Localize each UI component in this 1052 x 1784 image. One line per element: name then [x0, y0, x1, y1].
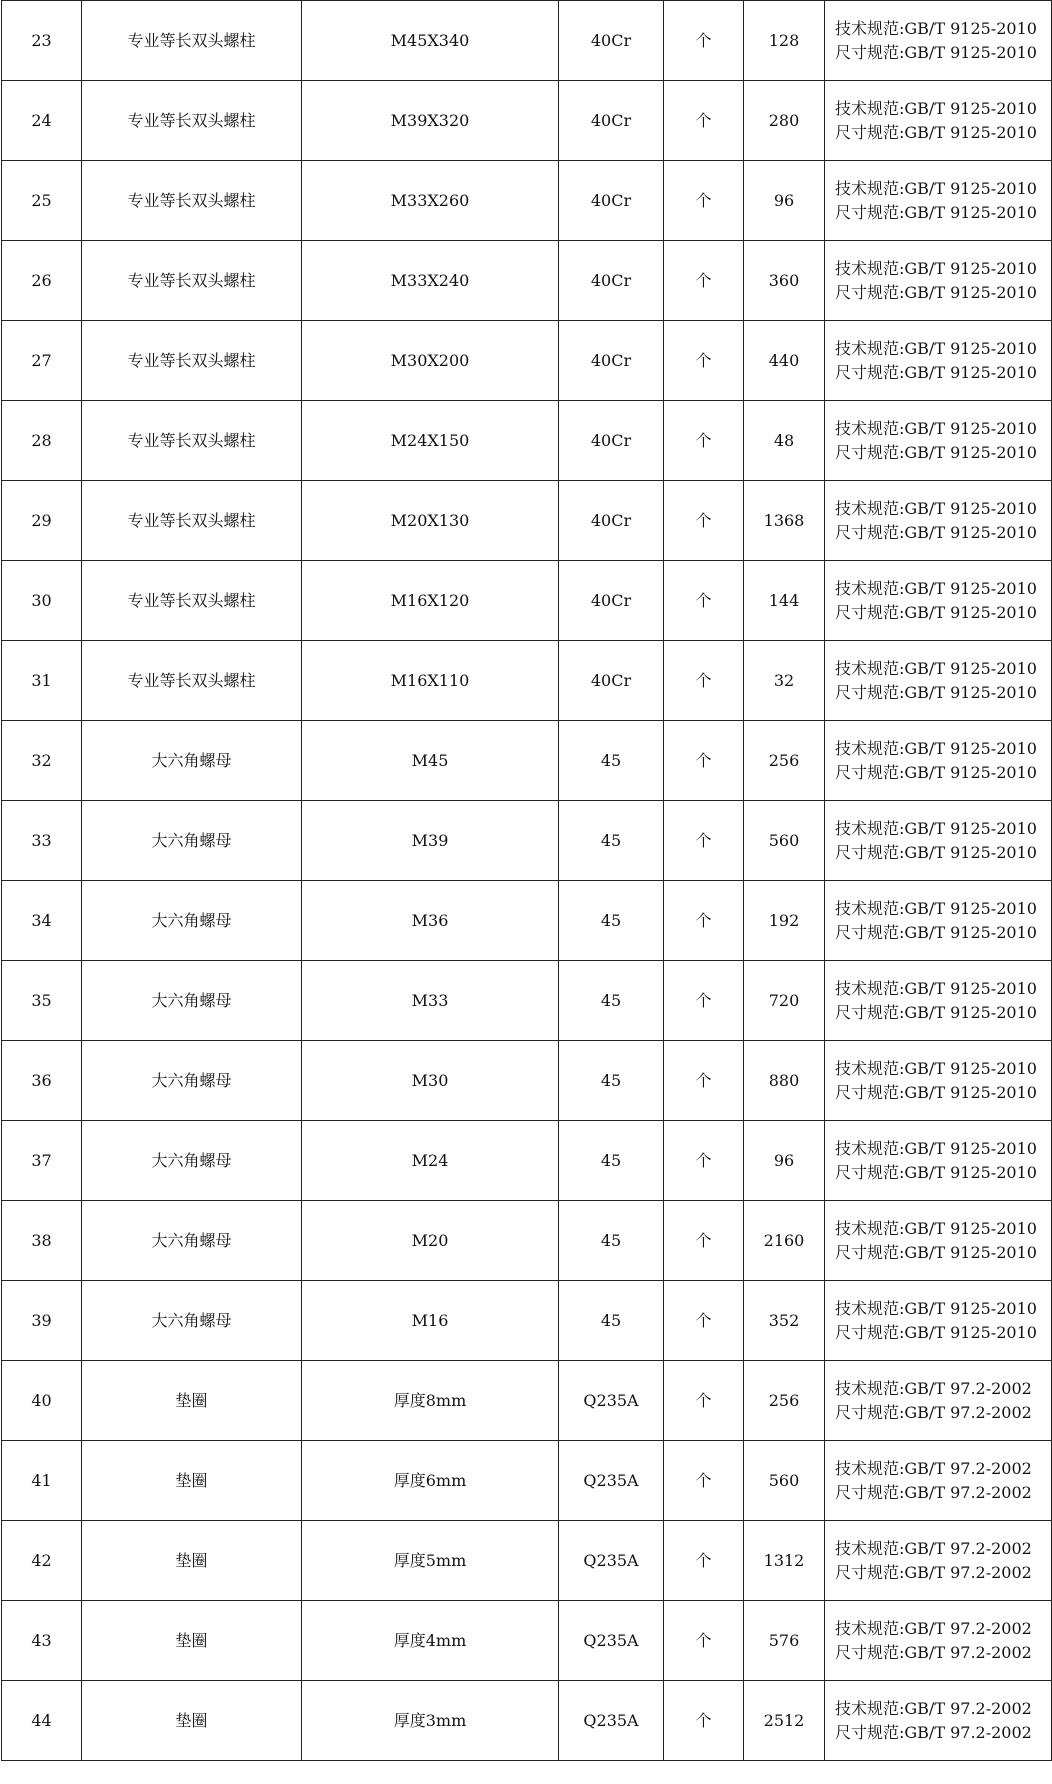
standard-cell [825, 241, 1052, 321]
table-row [2, 1361, 1052, 1441]
dimension-standard: 尺寸规范:GB/T 97.2-2002 [835, 1402, 1032, 1422]
material-cell: 45 [559, 1121, 664, 1201]
standard-cell [825, 161, 1052, 241]
standard-cell [825, 81, 1052, 161]
quantity-cell: 48 [744, 401, 825, 481]
table-row [2, 481, 1052, 561]
material-cell: 40Cr [559, 561, 664, 641]
row-number-cell: 33 [2, 801, 82, 881]
material-cell: 45 [559, 881, 664, 961]
table-row [2, 561, 1052, 641]
dimension-standard: 尺寸规范:GB/T 9125-2010 [835, 1162, 1037, 1182]
specification-cell: 厚度8mm [302, 1361, 559, 1441]
quantity-cell: 560 [744, 801, 825, 881]
material-cell: 45 [559, 1201, 664, 1281]
specification-cell: 厚度4mm [302, 1601, 559, 1681]
technical-standard: 技术规范:GB/T 9125-2010 [835, 1138, 1037, 1158]
technical-standard: 技术规范:GB/T 9125-2010 [835, 1218, 1037, 1238]
technical-standard: 技术规范:GB/T 97.2-2002 [835, 1538, 1032, 1558]
item-name-cell: 专业等长双头螺柱 [82, 1, 302, 81]
dimension-standard: 尺寸规范:GB/T 97.2-2002 [835, 1562, 1032, 1582]
item-name-cell: 大六角螺母 [82, 1281, 302, 1361]
row-number-cell: 35 [2, 961, 82, 1041]
quantity-cell: 720 [744, 961, 825, 1041]
specification-cell: M20 [302, 1201, 559, 1281]
item-name-cell: 大六角螺母 [82, 881, 302, 961]
technical-standard: 技术规范:GB/T 9125-2010 [835, 1298, 1037, 1318]
row-number-cell: 41 [2, 1441, 82, 1521]
material-cell: Q235A [559, 1601, 664, 1681]
dimension-standard: 尺寸规范:GB/T 9125-2010 [835, 442, 1037, 462]
row-number-cell: 29 [2, 481, 82, 561]
material-cell: 45 [559, 1041, 664, 1121]
unit-cell: 个 [664, 721, 744, 801]
material-cell: 40Cr [559, 481, 664, 561]
technical-standard: 技术规范:GB/T 9125-2010 [835, 978, 1037, 998]
unit-cell: 个 [664, 1681, 744, 1761]
specification-cell: M39X320 [302, 81, 559, 161]
row-number-cell: 31 [2, 641, 82, 721]
unit-cell: 个 [664, 1, 744, 81]
item-name-cell: 大六角螺母 [82, 721, 302, 801]
material-cell: Q235A [559, 1681, 664, 1761]
row-number-cell: 44 [2, 1681, 82, 1761]
standard-cell [825, 641, 1052, 721]
table-row [2, 1521, 1052, 1601]
standard-cell [825, 1521, 1052, 1601]
dimension-standard: 尺寸规范:GB/T 9125-2010 [835, 602, 1037, 622]
table-row [2, 721, 1052, 801]
materials-table [1, 0, 1052, 1761]
technical-standard: 技术规范:GB/T 97.2-2002 [835, 1618, 1032, 1638]
material-cell: 40Cr [559, 161, 664, 241]
dimension-standard: 尺寸规范:GB/T 9125-2010 [835, 1002, 1037, 1022]
row-number-cell: 36 [2, 1041, 82, 1121]
unit-cell: 个 [664, 401, 744, 481]
quantity-cell: 256 [744, 1361, 825, 1441]
dimension-standard: 尺寸规范:GB/T 97.2-2002 [835, 1642, 1032, 1662]
unit-cell: 个 [664, 801, 744, 881]
technical-standard: 技术规范:GB/T 9125-2010 [835, 658, 1037, 678]
technical-standard: 技术规范:GB/T 97.2-2002 [835, 1378, 1032, 1398]
item-name-cell: 大六角螺母 [82, 1201, 302, 1281]
table-row [2, 1, 1052, 81]
table-row [2, 401, 1052, 481]
unit-cell: 个 [664, 321, 744, 401]
specification-cell: 厚度6mm [302, 1441, 559, 1521]
quantity-cell: 192 [744, 881, 825, 961]
item-name-cell: 专业等长双头螺柱 [82, 401, 302, 481]
unit-cell: 个 [664, 1201, 744, 1281]
quantity-cell: 128 [744, 1, 825, 81]
item-name-cell: 垫圈 [82, 1361, 302, 1441]
specification-cell: M33 [302, 961, 559, 1041]
table-row [2, 1121, 1052, 1201]
standard-cell [825, 1121, 1052, 1201]
row-number-cell: 42 [2, 1521, 82, 1601]
specification-cell: M33X260 [302, 161, 559, 241]
unit-cell: 个 [664, 641, 744, 721]
row-number-cell: 24 [2, 81, 82, 161]
item-name-cell: 专业等长双头螺柱 [82, 561, 302, 641]
item-name-cell: 专业等长双头螺柱 [82, 481, 302, 561]
table-row [2, 881, 1052, 961]
quantity-cell: 144 [744, 561, 825, 641]
table-row [2, 1441, 1052, 1521]
dimension-standard: 尺寸规范:GB/T 97.2-2002 [835, 1482, 1032, 1502]
specification-cell: M30X200 [302, 321, 559, 401]
technical-standard: 技术规范:GB/T 9125-2010 [835, 18, 1037, 38]
specification-cell: M20X130 [302, 481, 559, 561]
unit-cell: 个 [664, 481, 744, 561]
standard-cell [825, 721, 1052, 801]
quantity-cell: 256 [744, 721, 825, 801]
specification-cell: M33X240 [302, 241, 559, 321]
row-number-cell: 30 [2, 561, 82, 641]
item-name-cell: 大六角螺母 [82, 1041, 302, 1121]
table-row [2, 1601, 1052, 1681]
item-name-cell: 专业等长双头螺柱 [82, 81, 302, 161]
dimension-standard: 尺寸规范:GB/T 9125-2010 [835, 922, 1037, 942]
technical-standard: 技术规范:GB/T 9125-2010 [835, 898, 1037, 918]
dimension-standard: 尺寸规范:GB/T 9125-2010 [835, 762, 1037, 782]
standard-cell [825, 1201, 1052, 1281]
item-name-cell: 大六角螺母 [82, 801, 302, 881]
material-cell: 45 [559, 961, 664, 1041]
dimension-standard: 尺寸规范:GB/T 9125-2010 [835, 42, 1037, 62]
unit-cell: 个 [664, 1281, 744, 1361]
standard-cell [825, 881, 1052, 961]
standard-cell [825, 561, 1052, 641]
table-row [2, 241, 1052, 321]
technical-standard: 技术规范:GB/T 9125-2010 [835, 738, 1037, 758]
quantity-cell: 2512 [744, 1681, 825, 1761]
item-name-cell: 专业等长双头螺柱 [82, 161, 302, 241]
standard-cell [825, 1041, 1052, 1121]
standard-cell [825, 1441, 1052, 1521]
specification-cell: M16 [302, 1281, 559, 1361]
quantity-cell: 2160 [744, 1201, 825, 1281]
dimension-standard: 尺寸规范:GB/T 9125-2010 [835, 682, 1037, 702]
unit-cell: 个 [664, 161, 744, 241]
specification-cell: M24X150 [302, 401, 559, 481]
unit-cell: 个 [664, 1601, 744, 1681]
item-name-cell: 垫圈 [82, 1441, 302, 1521]
standard-cell [825, 1601, 1052, 1681]
dimension-standard: 尺寸规范:GB/T 9125-2010 [835, 282, 1037, 302]
quantity-cell: 32 [744, 641, 825, 721]
material-cell: 40Cr [559, 401, 664, 481]
technical-standard: 技术规范:GB/T 9125-2010 [835, 1058, 1037, 1078]
quantity-cell: 96 [744, 1121, 825, 1201]
row-number-cell: 26 [2, 241, 82, 321]
table-row [2, 1281, 1052, 1361]
row-number-cell: 25 [2, 161, 82, 241]
standard-cell [825, 481, 1052, 561]
item-name-cell: 专业等长双头螺柱 [82, 321, 302, 401]
standard-cell [825, 1361, 1052, 1441]
dimension-standard: 尺寸规范:GB/T 9125-2010 [835, 122, 1037, 142]
item-name-cell: 专业等长双头螺柱 [82, 641, 302, 721]
unit-cell: 个 [664, 881, 744, 961]
technical-standard: 技术规范:GB/T 9125-2010 [835, 338, 1037, 358]
row-number-cell: 32 [2, 721, 82, 801]
technical-standard: 技术规范:GB/T 9125-2010 [835, 258, 1037, 278]
specification-cell: M16X110 [302, 641, 559, 721]
specification-cell: M24 [302, 1121, 559, 1201]
table-row [2, 321, 1052, 401]
standard-cell [825, 801, 1052, 881]
technical-standard: 技术规范:GB/T 9125-2010 [835, 498, 1037, 518]
specification-cell: 厚度5mm [302, 1521, 559, 1601]
unit-cell: 个 [664, 241, 744, 321]
technical-standard: 技术规范:GB/T 9125-2010 [835, 98, 1037, 118]
unit-cell: 个 [664, 961, 744, 1041]
specification-cell: M45X340 [302, 1, 559, 81]
dimension-standard: 尺寸规范:GB/T 97.2-2002 [835, 1722, 1032, 1742]
unit-cell: 个 [664, 561, 744, 641]
material-cell: 40Cr [559, 321, 664, 401]
technical-standard: 技术规范:GB/T 9125-2010 [835, 178, 1037, 198]
standard-cell [825, 401, 1052, 481]
material-cell: 45 [559, 1281, 664, 1361]
dimension-standard: 尺寸规范:GB/T 9125-2010 [835, 202, 1037, 222]
standard-cell [825, 1, 1052, 81]
table-row [2, 1041, 1052, 1121]
table-row [2, 961, 1052, 1041]
row-number-cell: 34 [2, 881, 82, 961]
standard-cell [825, 321, 1052, 401]
row-number-cell: 37 [2, 1121, 82, 1201]
standard-cell [825, 1681, 1052, 1761]
material-cell: 40Cr [559, 1, 664, 81]
specification-cell: M45 [302, 721, 559, 801]
quantity-cell: 96 [744, 161, 825, 241]
table-row [2, 801, 1052, 881]
item-name-cell: 专业等长双头螺柱 [82, 241, 302, 321]
standard-cell [825, 961, 1052, 1041]
table-row [2, 1681, 1052, 1761]
quantity-cell: 360 [744, 241, 825, 321]
material-cell: 40Cr [559, 241, 664, 321]
row-number-cell: 28 [2, 401, 82, 481]
item-name-cell: 大六角螺母 [82, 961, 302, 1041]
quantity-cell: 352 [744, 1281, 825, 1361]
material-cell: Q235A [559, 1361, 664, 1441]
material-cell: 40Cr [559, 641, 664, 721]
material-cell: Q235A [559, 1521, 664, 1601]
specification-cell: M39 [302, 801, 559, 881]
unit-cell: 个 [664, 1441, 744, 1521]
dimension-standard: 尺寸规范:GB/T 9125-2010 [835, 522, 1037, 542]
table-row [2, 161, 1052, 241]
specification-cell: M36 [302, 881, 559, 961]
dimension-standard: 尺寸规范:GB/T 9125-2010 [835, 842, 1037, 862]
unit-cell: 个 [664, 81, 744, 161]
item-name-cell: 垫圈 [82, 1601, 302, 1681]
row-number-cell: 38 [2, 1201, 82, 1281]
table-row [2, 81, 1052, 161]
dimension-standard: 尺寸规范:GB/T 9125-2010 [835, 362, 1037, 382]
unit-cell: 个 [664, 1361, 744, 1441]
material-cell: 45 [559, 721, 664, 801]
unit-cell: 个 [664, 1121, 744, 1201]
material-cell: Q235A [559, 1441, 664, 1521]
item-name-cell: 垫圈 [82, 1681, 302, 1761]
dimension-standard: 尺寸规范:GB/T 9125-2010 [835, 1242, 1037, 1262]
quantity-cell: 280 [744, 81, 825, 161]
specification-cell: M16X120 [302, 561, 559, 641]
unit-cell: 个 [664, 1521, 744, 1601]
row-number-cell: 40 [2, 1361, 82, 1441]
row-number-cell: 23 [2, 1, 82, 81]
technical-standard: 技术规范:GB/T 9125-2010 [835, 418, 1037, 438]
specification-cell: 厚度3mm [302, 1681, 559, 1761]
material-cell: 45 [559, 801, 664, 881]
quantity-cell: 880 [744, 1041, 825, 1121]
item-name-cell: 大六角螺母 [82, 1121, 302, 1201]
standard-cell [825, 1281, 1052, 1361]
table-body [2, 1, 1052, 1761]
quantity-cell: 440 [744, 321, 825, 401]
specification-cell: M30 [302, 1041, 559, 1121]
material-cell: 40Cr [559, 81, 664, 161]
dimension-standard: 尺寸规范:GB/T 9125-2010 [835, 1082, 1037, 1102]
row-number-cell: 27 [2, 321, 82, 401]
technical-standard: 技术规范:GB/T 97.2-2002 [835, 1698, 1032, 1718]
quantity-cell: 560 [744, 1441, 825, 1521]
quantity-cell: 1368 [744, 481, 825, 561]
table-row [2, 641, 1052, 721]
item-name-cell: 垫圈 [82, 1521, 302, 1601]
technical-standard: 技术规范:GB/T 9125-2010 [835, 578, 1037, 598]
table-row [2, 1201, 1052, 1281]
quantity-cell: 576 [744, 1601, 825, 1681]
row-number-cell: 43 [2, 1601, 82, 1681]
row-number-cell: 39 [2, 1281, 82, 1361]
technical-standard: 技术规范:GB/T 97.2-2002 [835, 1458, 1032, 1478]
technical-standard: 技术规范:GB/T 9125-2010 [835, 818, 1037, 838]
unit-cell: 个 [664, 1041, 744, 1121]
quantity-cell: 1312 [744, 1521, 825, 1601]
dimension-standard: 尺寸规范:GB/T 9125-2010 [835, 1322, 1037, 1342]
